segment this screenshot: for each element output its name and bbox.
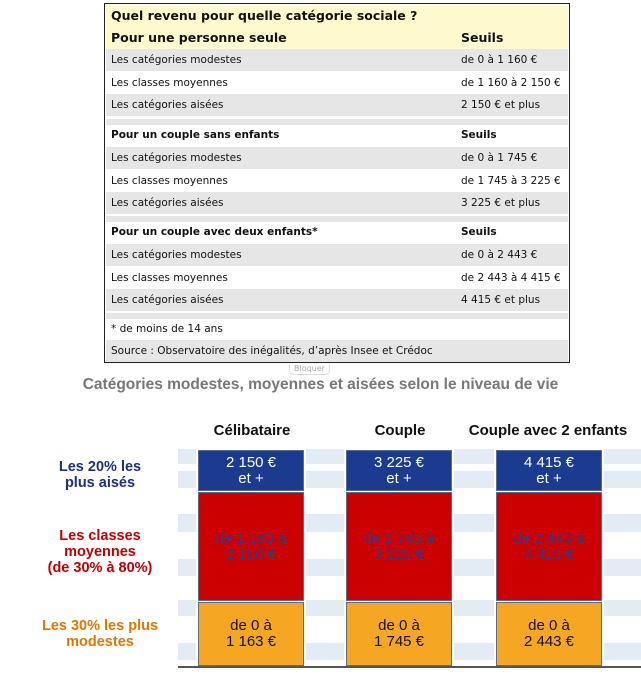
category-label: Les classes moyennes — [111, 77, 228, 89]
footnote-row — [106, 318, 568, 340]
row-label-moyennes: Les classes moyennes (de 30% à 80%) — [47, 528, 153, 576]
bar-couple-aises: 3 225 € et + — [346, 450, 452, 491]
section-heading: Pour une personne seule — [111, 30, 287, 45]
threshold-value: de 1 160 à 2 150 € — [461, 77, 561, 89]
threshold-value: de 0 à 2 443 € — [461, 249, 538, 261]
section-heading: Pour un couple avec deux enfants* — [111, 226, 318, 238]
threshold-value: 4 415 € et plus — [461, 294, 541, 306]
bar-couple-2-enfants-modestes: de 0 à 2 443 € — [496, 602, 602, 666]
bloquer-button[interactable]: Bloquer — [289, 364, 330, 375]
table-row — [106, 192, 568, 214]
table-row — [106, 289, 568, 311]
source-text: Source : Observatoire des inégalités, d’après Insee et Crédoc — [111, 345, 433, 357]
bar-couple-2-enfants-aises: 4 415 € et + — [496, 450, 602, 491]
table-title-row — [106, 5, 568, 27]
column-heading-couple-2-enfants: Couple avec 2 enfants — [468, 422, 628, 439]
bar-couple-moyennes: de 1 745 à 3 225 € — [346, 492, 452, 601]
threshold-value: de 1 745 à 3 225 € — [461, 175, 561, 187]
section-header-row — [106, 124, 568, 146]
table-row — [106, 147, 568, 169]
threshold-value: de 2 443 à 4 415 € — [461, 272, 561, 284]
column-heading-celibataire: Célibataire — [213, 422, 291, 439]
income-thresholds-table — [104, 3, 570, 363]
section-header-row — [106, 221, 568, 243]
threshold-header: Seuils — [461, 30, 504, 45]
source-row — [106, 340, 568, 362]
category-label: Les classes moyennes — [111, 272, 228, 284]
threshold-value: 2 150 € et plus — [461, 99, 541, 111]
infographic-title: Catégories modestes, moyennes et aisées selon le niveau de vie — [82, 376, 559, 393]
bar-celibataire-moyennes: de 1 163 à 2 150 € — [198, 492, 304, 601]
section-header-row — [106, 27, 568, 49]
threshold-value: 3 225 € et plus — [461, 197, 541, 209]
footnote: * de moins de 14 ans — [111, 323, 223, 335]
table-row — [106, 244, 568, 266]
table-row — [106, 170, 568, 192]
table-title: Quel revenu pour quelle catégorie sociale ? — [111, 8, 418, 23]
section-heading: Pour un couple sans enfants — [111, 129, 280, 141]
category-label: Les catégories aisées — [111, 197, 224, 209]
table-row — [106, 72, 568, 94]
threshold-value: de 0 à 1 745 € — [461, 152, 538, 164]
bar-celibataire-modestes: de 0 à 1 163 € — [198, 602, 304, 666]
column-heading-couple: Couple — [374, 422, 426, 439]
threshold-value: de 0 à 1 160 € — [461, 54, 538, 66]
category-label: Les catégories aisées — [111, 99, 224, 111]
category-label: Les catégories aisées — [111, 294, 224, 306]
threshold-header: Seuils — [461, 226, 497, 238]
row-label-aises: Les 20% les plus aisés — [58, 459, 142, 491]
threshold-header: Seuils — [461, 129, 497, 141]
bar-celibataire-aises: 2 150 € et + — [198, 450, 304, 491]
category-label: Les catégories modestes — [111, 249, 242, 261]
category-label: Les classes moyennes — [111, 175, 228, 187]
category-label: Les catégories modestes — [111, 152, 242, 164]
bar-couple-2-enfants-moyennes: de 2 443 à 4 415 € — [496, 492, 602, 601]
baseline — [178, 666, 641, 668]
table-row — [106, 49, 568, 71]
category-label: Les catégories modestes — [111, 54, 242, 66]
bar-couple-modestes: de 0 à 1 745 € — [346, 602, 452, 666]
table-row — [106, 94, 568, 116]
row-label-modestes: Les 30% les plus modestes — [41, 618, 159, 650]
table-row — [106, 267, 568, 289]
